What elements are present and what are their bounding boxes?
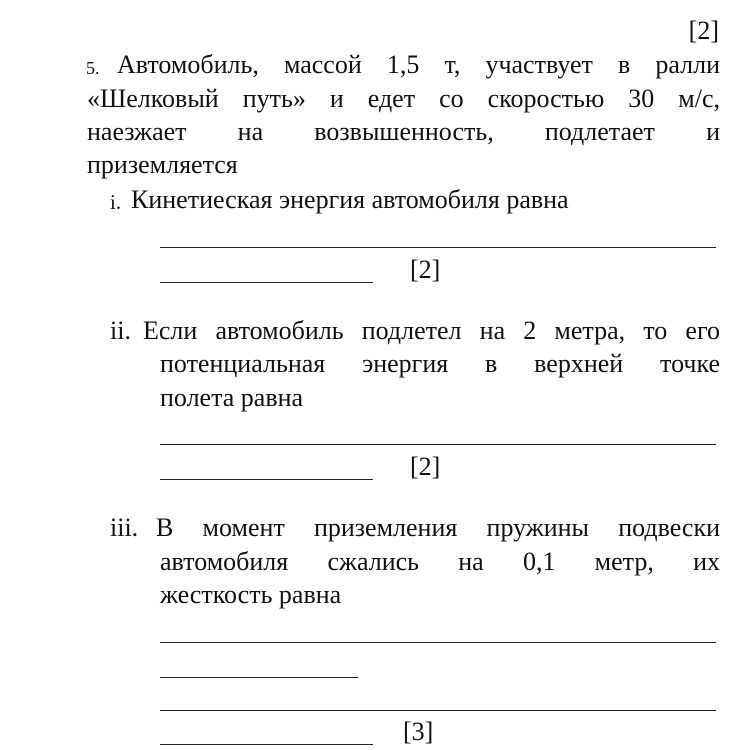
question-line-1: Автомобиль, массой 1,5 т, участвует в ралли: [117, 50, 720, 79]
part-ii-line-1: Если автомобиль подлетел на 2 метра, то его: [143, 316, 720, 345]
part-iii-line-3: жесткость равна: [160, 580, 342, 609]
question-line-3: наезжает на возвышенность, подлетает и: [87, 117, 720, 146]
answer-line-iii-4[interactable]: [160, 744, 373, 745]
part-iii-line-2: автомобиля сжались на 0,1 метр, их: [160, 547, 720, 576]
answer-line-iii-1[interactable]: [160, 642, 716, 643]
part-i-mark: [2]: [410, 255, 441, 284]
part-i-number: i.: [110, 190, 122, 214]
part-iii-label: iii.: [110, 513, 139, 542]
question-line-2: «Шелковый путь» и едет со скоростью 30 м/с,: [87, 84, 720, 113]
previous-question-mark: [2]: [688, 16, 719, 45]
part-i-label: [110, 186, 121, 217]
answer-line-ii-1[interactable]: [160, 444, 716, 445]
part-iii-line-1: В момент приземления пружины подвески: [156, 513, 720, 542]
answer-line-iii-2[interactable]: [160, 677, 358, 678]
part-ii-line-2: потенциальная энергия в верхней точке: [160, 349, 720, 378]
part-ii-line-3: полета равна: [160, 383, 304, 412]
answer-line-i-2[interactable]: [160, 282, 373, 283]
part-i-text: Кинетиеская энергия автомобиля равна: [131, 185, 569, 214]
part-ii-label: ii.: [110, 316, 131, 345]
answer-line-ii-2[interactable]: [160, 479, 373, 480]
part-ii-mark: [2]: [410, 452, 441, 481]
answer-line-iii-3[interactable]: [160, 710, 716, 711]
answer-line-i-1[interactable]: [160, 247, 716, 248]
question-number: [86, 51, 100, 83]
question-line-4: приземляется: [87, 150, 238, 179]
part-iii-mark: [3]: [403, 717, 434, 746]
question-number-label: 5.: [86, 58, 100, 78]
